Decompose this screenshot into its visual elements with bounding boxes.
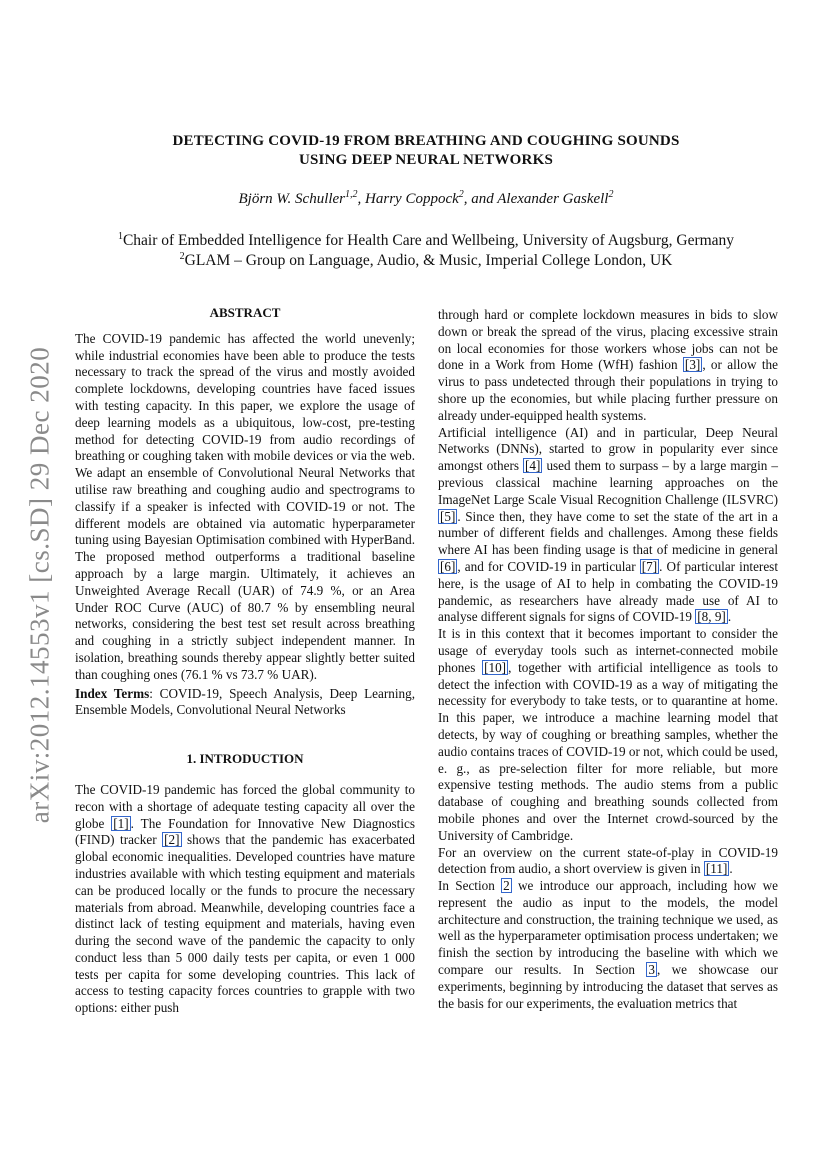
text-span: we introduce our approach, including how we represent the audio as input to the models, the model architecture and construction, the training technique we used, as well as the hyperparameter optimisation process undertaken; we finish the section by introducing the baseline with which we compare our results. In Section: [438, 878, 778, 978]
text-span: , and for COVID-19 in particular: [457, 558, 640, 574]
citation-link[interactable]: [6]: [440, 558, 456, 574]
text-span: . Of particular interest here, is the usage of AI to help in combating the COVID-19 pandemic, as researchers have already made use of AI to analyse different signals for signs of COVID-19: [438, 558, 778, 625]
text-span: It is in this context that it becomes important to consider the usage of everyday tools such as internet-connected mobile phones: [438, 626, 778, 675]
text-span: , we showcase our experiments, beginning by introducing the dataset that serves as the basis for our experiments, the evaluation metrics that: [438, 962, 778, 1011]
affiliation-2: [60, 251, 792, 271]
text-span: .: [729, 861, 733, 877]
section-heading-introduction: 1. INTRODUCTION: [186, 751, 304, 767]
right-column: [438, 307, 778, 1012]
author-2: , Harry Coppock: [357, 191, 459, 207]
author-3: , and Alexander Gaskell: [463, 191, 609, 207]
author-list: [100, 191, 752, 208]
text-span: through hard or complete lockdown measures in bids to slow down or break the spread of the virus, placing excessive strain on local economies for those workers whose jobs can not be done in a Work from Home (WfH) fashion: [438, 307, 778, 373]
author-2-affil: 2: [458, 189, 464, 200]
title-line-2: USING DEEP NEURAL NETWORKS: [298, 152, 553, 168]
affiliation-1: [60, 231, 792, 251]
author-1-affil: 1,2: [345, 189, 358, 200]
section-link[interactable]: 3: [648, 962, 655, 978]
citation-link[interactable]: [2]: [164, 832, 180, 848]
intro-paragraph-4: [438, 845, 778, 879]
abstract-heading: ABSTRACT: [209, 305, 281, 320]
affiliation-1-mark: 1: [117, 230, 123, 242]
intro-paragraph-1-continued: [438, 307, 778, 425]
index-terms-text: : COVID-19, Speech Analysis, Deep Learning, Ensemble Models, Convolutional Neural Networks: [75, 685, 416, 718]
text-span: . The Foundation for Innovative New Diagnostics (FIND) tracker: [75, 815, 415, 848]
affiliation-2-mark: 2: [179, 250, 185, 262]
index-terms-label: Index Terms: [75, 685, 150, 701]
left-column: [75, 305, 415, 1017]
affiliation-1-text: Chair of Embedded Intelligence for Health Care and Wellbeing, University of Augsburg, Germany: [122, 232, 735, 249]
intro-paragraph-2: [438, 425, 778, 627]
intro-paragraph-5: [438, 878, 778, 1012]
intro-paragraph-1: [75, 782, 415, 1017]
citation-link[interactable]: [10]: [484, 659, 507, 675]
citation-link[interactable]: [11]: [705, 861, 728, 877]
text-span: used them to surpass – by a large margin – previous classical machine learning approaches on the ImageNet Large Scale Visual Recognition Challenge (ILSVRC): [438, 458, 778, 507]
text-span: shows that the pandemic has exacerbated global economic inequalities. Developed countries have mature industries available with which testing equipment and materials can be produced locally or the funds to procure the necessary materials from abroad. Meanwhile, developing countries face a distinct lack of testing equipment and materials, having even during the second wave of the pandemic the capacity to only conduct less than 5 000 daily tests per capita, or even 1 000 tests per capita for some developing countries. This lack of access to testing capacity forces countries to grapple with two options: either push: [75, 832, 415, 1016]
affiliation-2-text: GLAM – Group on Language, Audio, & Music, Imperial College London, UK: [184, 252, 673, 269]
arxiv-identifier-text: arXiv:2012.14553v1 [cs.SD] 29 Dec 2020: [24, 346, 55, 824]
text-span: For an overview on the current state-of-play in COVID-19 detection from audio, a short overview is given in: [438, 844, 778, 877]
index-terms: [75, 686, 415, 720]
text-span: , together with artificial intelligence as tools to detect the infection with COVID-19 as a way of mitigating the necessity for everybody to take tests, or to quarantine at home. In this paper, we introduce a machine learning model that detects, by way of coughing or breathing samples, whether the audio contains traces of COVID-19 or not, which could be used, e. g., as pre-selection filter for more reliable, but more expensive testing methods. The audio stems from a public database of coughing and breathing sounds collected from mobile phones and over the Internet crowd-sourced by the University of Cambridge.: [438, 659, 778, 843]
text-span: , or allow the virus to pass undetected through their populations in trying to shore up the economies, but while placing further pressure on already under-equipped health systems.: [438, 357, 778, 423]
text-span: In Section: [438, 878, 502, 894]
citation-link[interactable]: [3]: [684, 357, 701, 373]
text-span: .: [727, 609, 732, 625]
title-line-1: DETECTING COVID-19 FROM BREATHING AND COUGHING SOUNDS: [172, 133, 680, 149]
author-1: Björn W. Schuller: [238, 191, 346, 207]
citation-link[interactable]: [8, 9]: [697, 609, 726, 625]
citation-link[interactable]: [4]: [525, 458, 541, 474]
citation-link[interactable]: [5]: [440, 508, 456, 524]
paper-title: [100, 132, 752, 170]
section-link[interactable]: 2: [503, 878, 510, 894]
citation-link[interactable]: [7]: [641, 558, 658, 574]
author-3-affil: 2: [608, 189, 614, 200]
affiliations: [60, 231, 792, 271]
citation-link[interactable]: [1]: [113, 815, 129, 831]
text-span: The COVID-19 pandemic has forced the global community to recon with a shortage of adequate testing capacity all over the globe: [75, 781, 415, 831]
text-span: . Since then, they have come to set the state of the art in a number of different fields and challenges. Among these fields where AI has been finding usage is that of medicine in general: [438, 508, 778, 558]
intro-paragraph-3: [438, 626, 778, 844]
abstract-text: The COVID-19 pandemic has affected the world unevenly; while industrial economies have been able to produce the tests necessary to track the spread of the virus and mostly avoided complete lockdowns, developing countries have faced issues with testing capacity. In this paper, we explore the usage of deep learning models as a ubiquitous, low-cost, pre-testing method for detecting COVID-19 from audio recordings of breathing or coughing taken with mobile devices or via the web. We adapt an ensemble of Convolutional Neural Networks that utilise raw breathing and coughing audio and spectrograms to classify if a speaker is infected with COVID-19 or not. The different models are obtained via automatic hyperparameter tuning using Bayesian Optimisation combined with HyperBand. The proposed method outperforms a traditional baseline approach by a large margin. Ultimately, it achieves an Unweighted Average Recall (UAR) of 74.9 %, or an Area Under ROC Curve (AUC) of 80.7 % by ensembling neural networks, considering the best test set result across breathing and coughing in a strictly subject independent manner. In isolation, breathing sounds thereby appear slightly better suited than coughing ones (76.1 % vs 73.7 % UAR).: [75, 330, 415, 682]
text-span: Artificial intelligence (AI) and in particular, Deep Neural Networks (DNNs), started to grow in popularity ever since amongst others: [438, 424, 778, 474]
